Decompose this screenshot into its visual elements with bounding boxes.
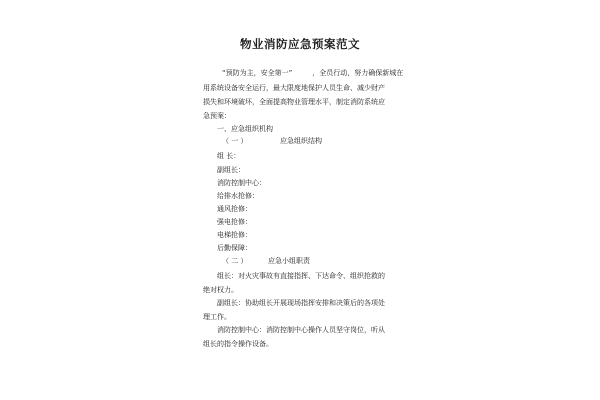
intro-line-3: 损失和环境破坏，全面提高物业管理水平，制定消防系统应 xyxy=(203,98,385,106)
intro-line-2: 用系统设备安全运行，最大限度地保护人员生命、减少财产 xyxy=(203,84,385,92)
subsection-1-number: （ 一 ） xyxy=(222,137,248,145)
intro-line-1-rest: ，全员行动，努力确保新城在 xyxy=(312,69,404,77)
subsection-2-label: 应急小组职责 xyxy=(268,257,310,265)
duty-control-line-2: 组长的指令操作设备。 xyxy=(203,340,273,348)
role-fire-control-center: 消防控制中心： xyxy=(217,179,266,187)
duty-deputy-line-2: 理工作。 xyxy=(203,313,231,321)
intro-line-1 xyxy=(222,69,403,78)
role-deputy: 副组长： xyxy=(217,166,245,174)
role-water-repair: 给排水抢修： xyxy=(217,192,259,200)
duty-leader-line-2: 绝对权力。 xyxy=(203,286,238,294)
role-ventilation-repair: 通风抢修： xyxy=(217,205,252,213)
subsection-1 xyxy=(222,137,322,146)
intro-line-4: 急预案： xyxy=(203,112,231,120)
role-leader: 组 长： xyxy=(217,152,241,160)
role-electrical-repair: 强电抢修： xyxy=(217,218,252,226)
duty-deputy-line-1: 副组长：协助组长开展现场指挥安排和决策后的各项处 xyxy=(217,299,385,307)
document-title: 物业消防应急预案范文 xyxy=(240,37,360,51)
section-heading: 一、应急组织机构 xyxy=(217,125,273,133)
duty-leader-line-1: 组长：对火灾事故有直接指挥、下达命令、组织抢救的 xyxy=(217,272,385,280)
duty-control-line-1: 消防控制中心：消防控制中心操作人员坚守岗位，听从 xyxy=(217,326,385,334)
subsection-2-number: （ 二 ） xyxy=(222,257,248,265)
role-logistics: 后勤保障： xyxy=(217,244,252,252)
intro-quote: “预防为主，安全第一” xyxy=(222,69,293,77)
role-elevator-repair: 电梯抢修： xyxy=(217,231,252,239)
subsection-2 xyxy=(222,257,310,266)
subsection-1-label: 应急组织结构 xyxy=(280,137,322,145)
